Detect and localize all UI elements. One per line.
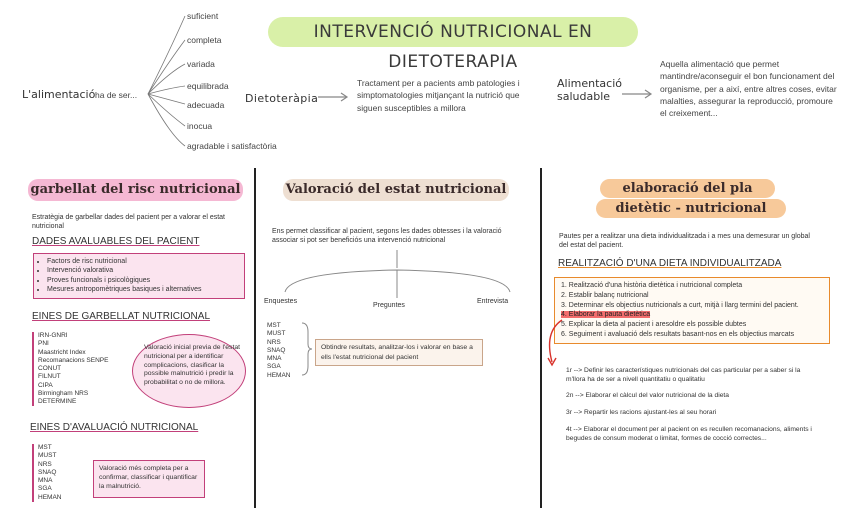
garbellat-note: Valoració inicial previa de l'estat nutricional per a identificar complicacions, clasificar la possible malnutrició i predir la probabilitat o no de millora. [144,344,240,387]
steps-box [554,277,830,344]
col2-tools-list [267,322,290,380]
tool-item: MST [38,444,52,451]
col1-intro: Estratègia de garbellar dades del pacient per a valorar el estat nutricional [32,214,226,230]
col3-heading-line2: dietètic - nutricional [596,199,786,218]
step-item-highlighted [561,310,823,320]
step-item: 5. Explicar la dieta al pacient i aresoldre els possible dubtes [561,321,747,329]
dietoterapia-label: Dietoteràpia [245,92,319,105]
tool-item: Maastricht Index [38,348,86,356]
tool-item: FILNUT [38,373,61,381]
branch-item: Preguntes [373,302,405,309]
saludable-definition: Aquella alimentació que permet mantindre/aconseguir el bon funcionament del organisme, per a així, entre altres coses, evitar malalties, assegurar la reproducció, promoure el creixement... [660,59,837,119]
col2-intro: Ens permet classificar al pacient, segons les dades obtesses i la valoració associar si pot ser beneficiós una intervenció nutricional [272,228,502,244]
step-item: 3. Determinar els objectius nutricionals a curt, mitjà i llarg termini del pacient. [561,301,799,309]
step-item: 2. Establir balanç nutricional [561,291,649,299]
tool-item: MST [267,322,281,329]
eines-garbellat-title: EINES DE GARBELLAT NUTRICIONAL [32,311,211,322]
quality-item: variada [187,59,215,69]
tool-item: PNI [38,340,49,348]
plan-note: 3r --> Repartir les racions ajustant-les al seu horari [566,409,717,416]
quality-item: inocua [187,121,213,131]
tool-item: IRN-GNRI [38,332,68,339]
tool-item: NRS [38,460,52,468]
tool-item: HEMAN [267,371,291,379]
quality-item: completa [187,35,222,45]
eines-garbellat-list [32,332,133,406]
dietoterapia-definition: Tractament per a pacients amb patologies i simptomatologies mitjançant la nutrició que siguen susceptibles a millora [357,78,520,113]
plan-note: 2n --> Elaborar el càlcul del valor nutricional de la dieta [566,392,730,399]
highlighted-step: 4. Elaborar la pauta dietètica [561,311,651,319]
tool-item: CIPA [38,381,53,389]
tool-item: SGA [38,485,52,493]
col2-heading: Valoració del estat nutricional [283,179,509,201]
tool-item: MUST [38,452,57,460]
dades-title: DADES AVALUABLES DEL PACIENT [32,236,200,247]
plan-note: 1r --> Definir les característiques nutricionals del cas particular per a saber si la m'llora ha de ser a nivell quantitatiu o qualitatiu [566,367,801,384]
quality-item: agradable i satisfactòria [187,141,277,151]
dades-item: • Intervenció valorativa [47,266,239,275]
column-divider [254,168,256,508]
col3-intro: Pautes per a realitzar una dieta individualitzada i a mes una demesurar un global del estat del pacient. [559,233,810,249]
brace-icon [300,322,314,376]
tool-item: Recomanacions SENPE [38,356,109,364]
tool-item: SNAQ [267,346,286,354]
dades-item: • Factors de risc nutricional [47,257,239,266]
tool-item: CONUT [38,365,62,372]
dades-box [33,253,245,299]
tool-item: SGA [267,363,281,371]
col1-heading: garbellat del risc nutricional [28,179,243,201]
plan-note: 4t --> Elaborar el document per al pacient on es recullen recomanacions, aliments i begudes de consum moderat o limitat, formes de cocció correctes... [566,426,812,443]
tool-item: MNA [267,355,282,362]
step-item: 1. Realització d'una història dietètica i nutricional completa [561,282,743,289]
tool-item: Birmingham NRS [38,389,89,397]
dades-item: • Mesures antropomètriques basiques i alternatives [47,285,239,294]
avaluacio-note: Valoració més completa per a confirmar, classificar i quantificar la malnutrició. [93,460,205,498]
quality-item: equilibrada [187,81,229,91]
tool-item: HEMAN [38,493,62,501]
dades-item: • Proves funcionals i psicològiques [47,276,239,285]
realitzacio-title: REALITZACIÓ D'UNA DIETA INDIVIDUALITZADA [558,258,782,269]
eines-avaluacio-title: EINES D'AVALUACIÓ NUTRICIONAL [30,422,199,433]
tool-item: DETERMINE [38,398,77,405]
tool-item: MUST [267,330,286,338]
col2-result-note: Obtindre resultats, analitzar-los i valorar en base a ells l'estat nutricional del pacient [315,339,483,366]
quality-item: adecuada [187,100,225,110]
tool-item: SNAQ [38,468,57,476]
quality-item: suficient [187,11,219,21]
branch-item: Entrevista [477,298,509,305]
page-title: INTERVENCIÓ NUTRICIONAL EN DIETOTERAPIA [268,17,638,47]
branch-item: Enquestes [264,298,298,305]
eines-avaluacio-list [32,444,88,502]
tool-item: NRS [267,338,281,346]
ha-de-ser-label: ha de ser... [95,90,138,100]
tool-item: MNA [38,477,53,484]
saludable-label: Alimentació saludable [557,77,622,103]
alimentacio-label: L'alimentació [22,88,96,101]
step-item: 6. Seguiment i avaluació dels resultats basant-nos en els objectius marcats [561,330,795,338]
col3-heading-line1: elaboració del pla [600,179,775,198]
